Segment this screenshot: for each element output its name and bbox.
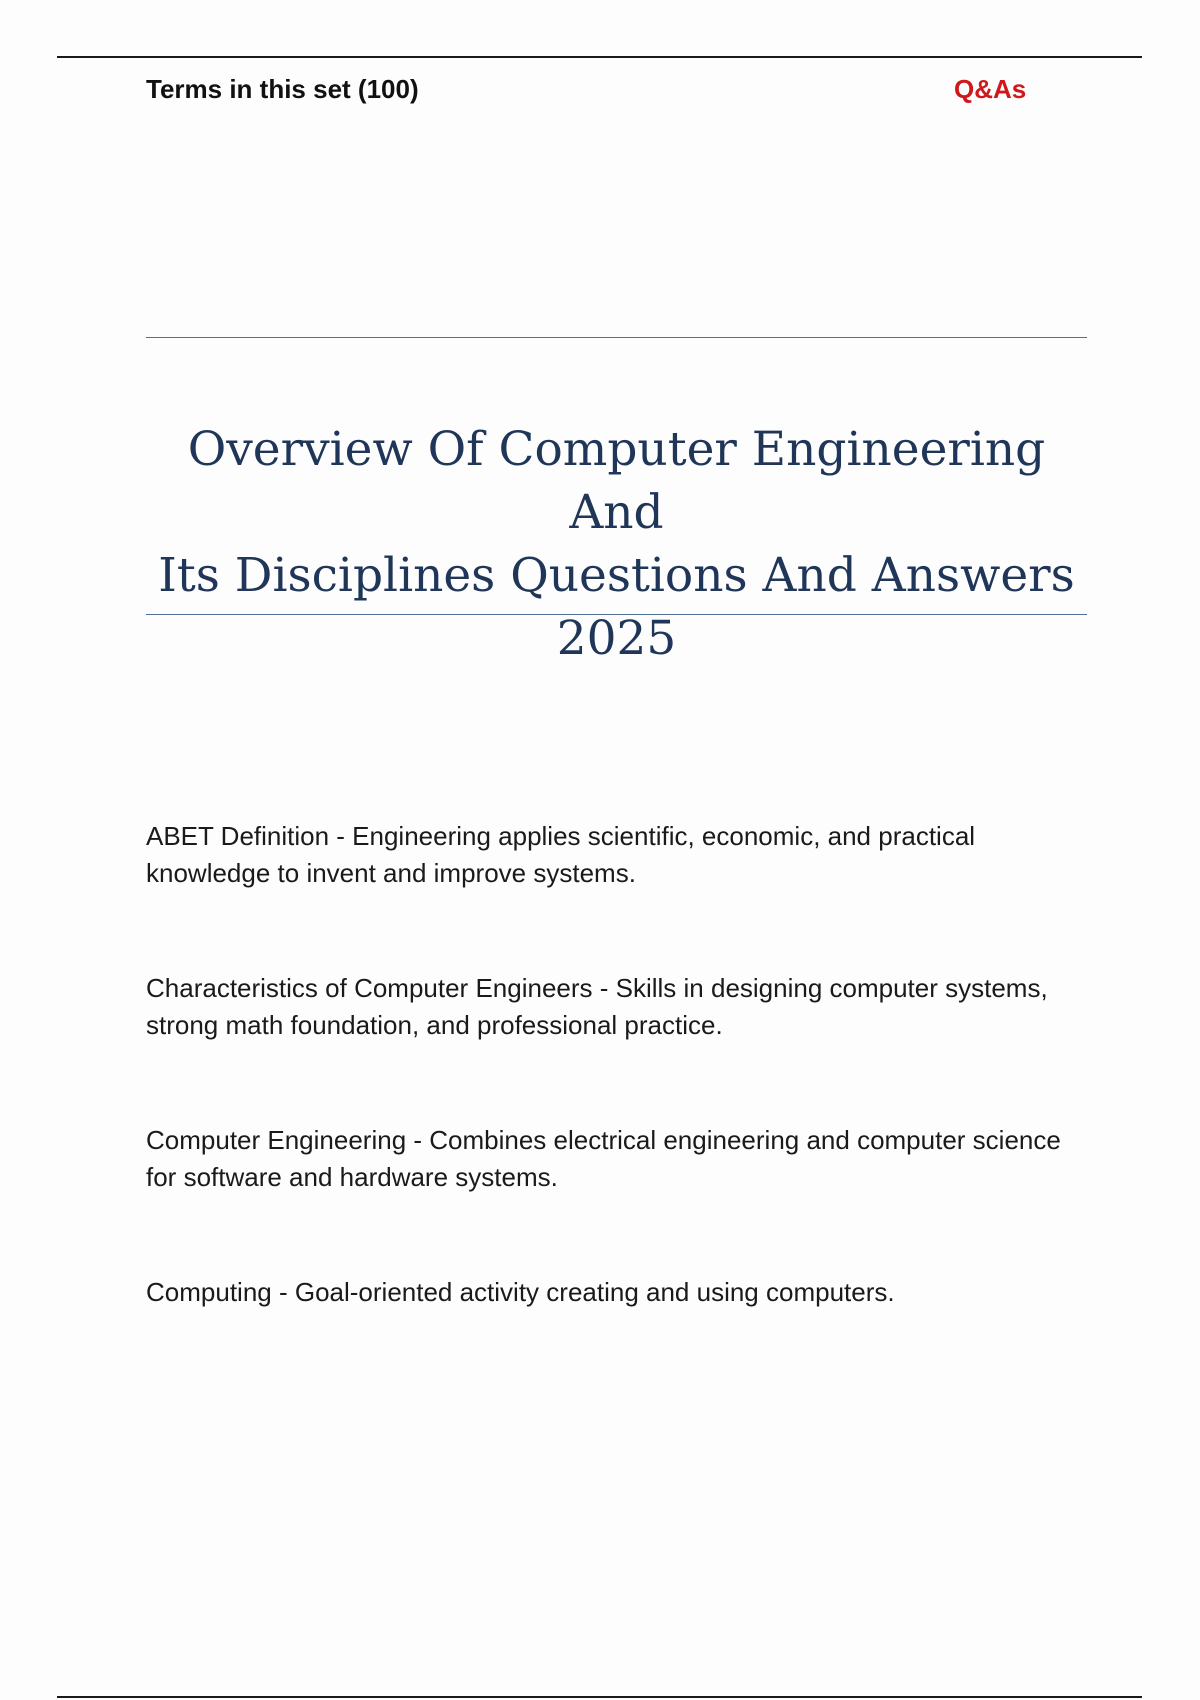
bottom-divider <box>57 1696 1142 1698</box>
title-line-3: 2025 <box>556 611 677 666</box>
title-line-2: Its Disciplines Questions And Answers <box>158 548 1075 603</box>
document-title <box>146 418 1087 670</box>
qa-item-abet-definition: ABET Definition - Engineering applies scientific, economic, and practical knowledge to invent and improve systems. <box>146 821 976 888</box>
qa-list <box>146 818 1087 1311</box>
title-line-1: Overview Of Computer Engineering And <box>187 422 1046 540</box>
qa-item-characteristics: Characteristics of Computer Engineers - Skills in designing computer systems, strong math foundation, and professional practice. <box>146 973 1048 1040</box>
title-bottom-divider <box>146 614 1087 615</box>
title-top-divider <box>146 337 1087 338</box>
qa-item-computing: Computing - Goal-oriented activity creating and using computers. <box>146 1277 895 1307</box>
terms-count-heading: Terms in this set (100) <box>146 74 419 104</box>
qa-item-computer-engineering: Computer Engineering - Combines electrical engineering and computer science for software and hardware systems. <box>146 1125 1061 1192</box>
top-divider <box>57 56 1142 58</box>
qas-label: Q&As <box>954 74 1027 104</box>
